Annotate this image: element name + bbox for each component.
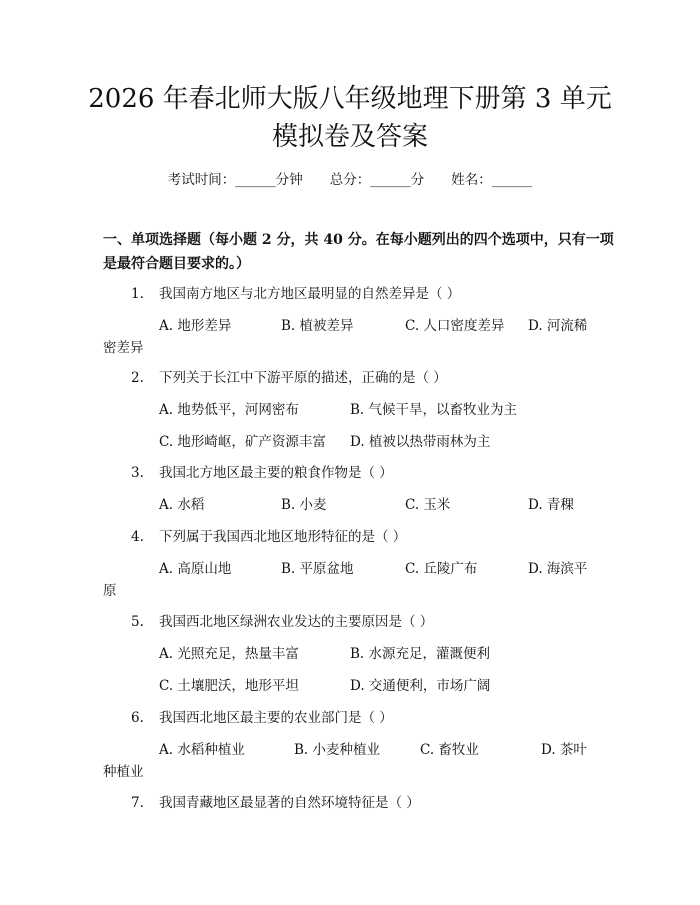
question-text: 我国南方地区与北方地区最明显的自然差异是（ ） — [159, 286, 461, 302]
question-number: 6. — [131, 710, 144, 726]
section-heading-line-1: 一、单项选择题（每小题 2 分，共 40 分。在每小题列出的四个选项中，只有一项 — [103, 232, 614, 248]
q6-option-d-wrap: 种植业 — [103, 764, 144, 780]
question-number: 4. — [131, 529, 144, 545]
q6-option-d: D. 茶叶 — [541, 742, 587, 758]
q5-option-d: D. 交通便利，市场广阔 — [350, 678, 491, 694]
q6-option-a: A. 水稻种植业 — [159, 742, 245, 758]
q6-option-b: B. 小麦种植业 — [294, 742, 381, 758]
question-text: 我国西北地区绿洲农业发达的主要原因是（ ） — [159, 614, 434, 630]
page-title-line-2: 模拟卷及答案 — [271, 122, 428, 152]
question-text: 下列关于长江中下游平原的描述，正确的是（ ） — [159, 370, 447, 386]
question-text: 我国西北地区最主要的农业部门是（ ） — [159, 710, 393, 726]
q4-option-a: A. 高原山地 — [159, 561, 232, 577]
question-number: 3. — [131, 465, 144, 481]
question-2 — [131, 366, 447, 386]
q3-option-a: A. 水稻 — [159, 497, 205, 513]
question-3 — [131, 461, 393, 481]
q1-option-d-wrap: 密差异 — [103, 340, 144, 356]
q3-option-b: B. 小麦 — [281, 497, 327, 513]
question-6 — [131, 706, 393, 726]
question-text: 我国北方地区最主要的粮食作物是（ ） — [159, 465, 393, 481]
q1-option-b: B. 植被差异 — [281, 318, 354, 334]
question-7 — [131, 791, 420, 811]
q4-option-d-wrap: 原 — [103, 583, 117, 599]
exam-info: 考试时间：______分钟 总分：______分 姓名：______ — [167, 172, 533, 188]
section-heading-line-2: 是最符合题目要求的。） — [103, 256, 250, 272]
question-number: 2. — [131, 370, 144, 386]
q1-option-c: C. 人口密度差异 — [405, 318, 505, 334]
page-title-line-1: 2026 年春北师大版八年级地理下册第 3 单元 — [88, 84, 612, 114]
q3-option-d: D. 青稞 — [528, 497, 574, 513]
q1-option-a: A. 地形差异 — [159, 318, 232, 334]
q3-option-c: C. 玉米 — [405, 497, 451, 513]
q5-option-c: C. 土壤肥沃，地形平坦 — [159, 678, 299, 694]
question-text: 我国青藏地区最显著的自然环境特征是（ ） — [159, 795, 420, 811]
q5-option-b: B. 水源充足，灌溉便利 — [350, 646, 491, 662]
q2-option-c: C. 地形崎岖，矿产资源丰富 — [159, 434, 326, 450]
q2-option-d: D. 植被以热带雨林为主 — [350, 434, 491, 450]
question-text: 下列属于我国西北地区地形特征的是（ ） — [159, 529, 407, 545]
q4-option-c: C. 丘陵广布 — [405, 561, 478, 577]
question-number: 1. — [131, 286, 144, 302]
q1-option-d: D. 河流稀 — [528, 318, 588, 334]
question-number: 5. — [131, 614, 144, 630]
q2-option-a: A. 地势低平，河网密布 — [159, 402, 299, 418]
q4-option-d: D. 海滨平 — [528, 561, 588, 577]
question-1 — [131, 282, 460, 302]
q4-option-b: B. 平原盆地 — [281, 561, 354, 577]
q5-option-a: A. 光照充足，热量丰富 — [159, 646, 299, 662]
q2-option-b: B. 气候干旱，以畜牧业为主 — [350, 402, 518, 418]
question-5 — [131, 610, 433, 630]
q6-option-c: C. 畜牧业 — [420, 742, 479, 758]
question-4 — [131, 525, 406, 545]
question-number: 7. — [131, 795, 144, 811]
